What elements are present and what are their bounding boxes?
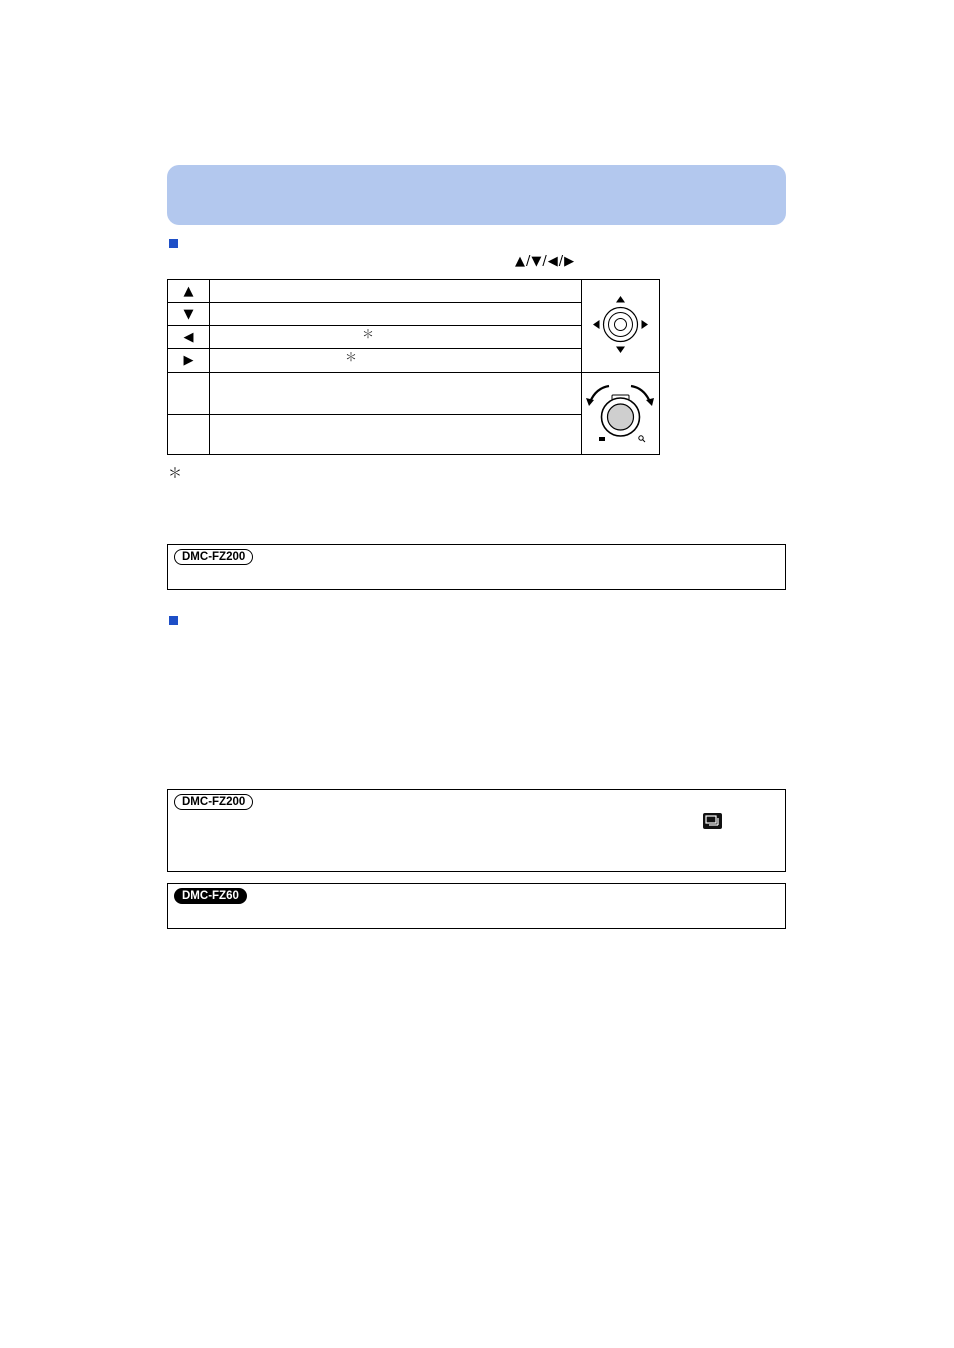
model-note-box xyxy=(167,544,786,590)
rear-dial-icon xyxy=(582,373,659,454)
table-row-description xyxy=(209,325,582,349)
table-row-key xyxy=(167,414,210,455)
cursor-buttons-icon xyxy=(582,280,659,372)
table-row-key: ▶ xyxy=(167,348,210,373)
table-row-key: ▲ xyxy=(167,279,210,303)
table-row-description xyxy=(209,372,582,415)
table-row-key: ◀ xyxy=(167,325,210,349)
model-note-box xyxy=(167,883,786,929)
section-header-band xyxy=(167,165,786,225)
model-badge: DMC-FZ200 xyxy=(174,549,253,565)
burst-mode-icon xyxy=(703,813,722,829)
arrow-keys-legend: ▲/▼/◀/▶ xyxy=(515,254,576,269)
table-row-description xyxy=(209,414,582,455)
table-row-description xyxy=(209,279,582,303)
footnote-marker: ＊ xyxy=(168,466,182,482)
cursor-buttons-illustration xyxy=(581,279,660,373)
model-badge: DMC-FZ60 xyxy=(174,888,247,904)
table-row-key xyxy=(167,372,210,415)
footnote-marker: ＊ xyxy=(362,327,375,341)
table-row-key: ▼ xyxy=(167,302,210,326)
table-row-description xyxy=(209,302,582,326)
operations-table xyxy=(167,279,660,455)
table-row-description xyxy=(209,348,582,373)
footnote-marker: ＊ xyxy=(345,350,358,364)
section-bullet xyxy=(169,616,178,625)
model-note-box xyxy=(167,789,786,872)
model-badge: DMC-FZ200 xyxy=(174,794,253,810)
section-bullet xyxy=(169,239,178,248)
rear-dial-illustration xyxy=(581,372,660,455)
